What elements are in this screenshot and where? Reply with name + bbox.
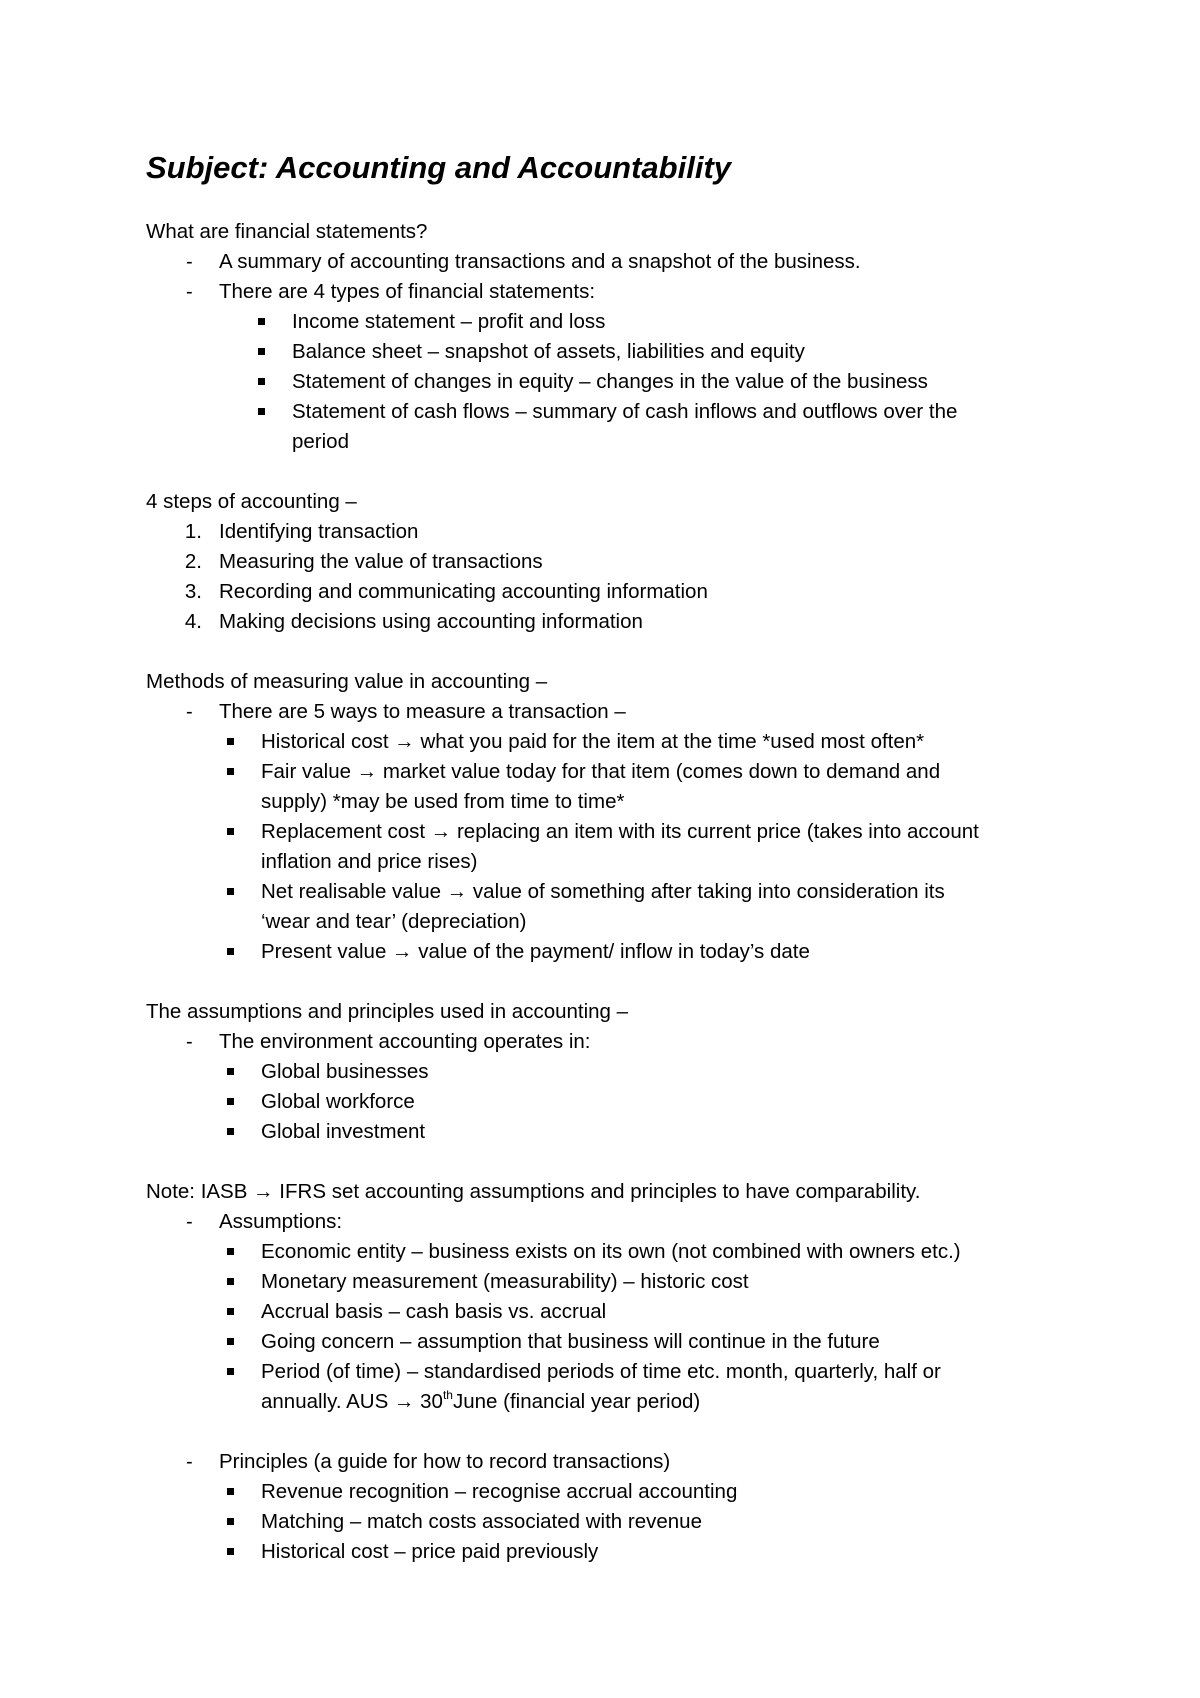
line-text: Fair value → market value today for that item (comes down to demand and xyxy=(261,760,941,783)
dash-bullet: - xyxy=(186,701,193,723)
line-text: ‘wear and tear’ (depreciation) xyxy=(261,910,527,933)
line-text: Accrual basis – cash basis vs. accrual xyxy=(261,1300,607,1323)
list-number: 4. xyxy=(184,610,202,633)
line-text: Net realisable value → value of something after taking into consideration its xyxy=(261,880,945,903)
square-bullet-icon xyxy=(227,888,234,895)
square-bullet-icon xyxy=(227,1488,234,1495)
square-bullet-icon xyxy=(227,1338,234,1345)
square-bullet-icon xyxy=(227,1518,234,1525)
line-text: Measuring the value of transactions xyxy=(219,550,543,573)
list-number: 3. xyxy=(184,580,202,603)
line-text: Global investment xyxy=(261,1120,426,1143)
page-title: Subject: Accounting and Accountability xyxy=(146,150,732,185)
list-number: 1. xyxy=(184,520,202,543)
line-text: Methods of measuring value in accounting – xyxy=(146,670,548,693)
line-text: inflation and price rises) xyxy=(261,850,478,873)
line-text: Statement of cash flows – summary of cash inflows and outflows over the xyxy=(292,400,958,423)
line-text: Matching – match costs associated with revenue xyxy=(261,1510,702,1533)
list-number: 2. xyxy=(184,550,202,573)
square-bullet-icon xyxy=(227,1098,234,1105)
square-bullet-icon xyxy=(258,318,265,325)
line-text: Global businesses xyxy=(261,1060,429,1083)
square-bullet-icon xyxy=(227,1248,234,1255)
line-text xyxy=(261,1387,700,1417)
line-text: Replacement cost → replacing an item with its current price (takes into account xyxy=(261,820,979,843)
line-text: Economic entity – business exists on its own (not combined with owners etc.) xyxy=(261,1240,961,1263)
square-bullet-icon xyxy=(258,348,265,355)
line-text: There are 4 types of financial statements: xyxy=(219,280,596,303)
line-text: A summary of accounting transactions and a snapshot of the business. xyxy=(219,250,861,273)
square-bullet-icon xyxy=(227,738,234,745)
line-text: Identifying transaction xyxy=(219,520,419,543)
line-text: Statement of changes in equity – changes in the value of the business xyxy=(292,370,928,393)
dash-bullet: - xyxy=(186,1031,193,1053)
line-text: 4 steps of accounting – xyxy=(146,490,357,513)
line-text: The environment accounting operates in: xyxy=(219,1030,591,1053)
square-bullet-icon xyxy=(227,1368,234,1375)
square-bullet-icon xyxy=(227,828,234,835)
line-text: Balance sheet – snapshot of assets, liabilities and equity xyxy=(292,340,805,363)
dash-bullet: - xyxy=(186,251,193,273)
line-text: period xyxy=(292,430,349,453)
line-text: Going concern – assumption that business will continue in the future xyxy=(261,1330,880,1353)
line-text: Income statement – profit and loss xyxy=(292,310,606,333)
line-text: supply) *may be used from time to time* xyxy=(261,790,625,813)
line-text: There are 5 ways to measure a transaction – xyxy=(219,700,626,723)
line-text: Monetary measurement (measurability) – historic cost xyxy=(261,1270,749,1293)
square-bullet-icon xyxy=(227,768,234,775)
line-text: Global workforce xyxy=(261,1090,415,1113)
line-text: Note: IASB → IFRS set accounting assumptions and principles to have comparability. xyxy=(146,1180,921,1203)
line-text: Assumptions: xyxy=(219,1210,343,1233)
square-bullet-icon xyxy=(227,1128,234,1135)
line-text: Period (of time) – standardised periods of time etc. month, quarterly, half or xyxy=(261,1360,941,1383)
dash-bullet: - xyxy=(186,281,193,303)
line-text: Historical cost – price paid previously xyxy=(261,1540,599,1563)
square-bullet-icon xyxy=(227,1548,234,1555)
ordinal-superscript: th xyxy=(442,1388,453,1402)
line-text: Principles (a guide for how to record transactions) xyxy=(219,1450,671,1473)
line-text: The assumptions and principles used in accounting – xyxy=(146,1000,629,1023)
square-bullet-icon xyxy=(258,378,265,385)
line-text-part: annually. AUS → 30 xyxy=(261,1390,443,1413)
square-bullet-icon xyxy=(227,1068,234,1075)
dash-bullet: - xyxy=(186,1451,193,1473)
line-text: Historical cost → what you paid for the item at the time *used most often* xyxy=(261,730,925,753)
line-text: Revenue recognition – recognise accrual accounting xyxy=(261,1480,738,1503)
line-text: Recording and communicating accounting information xyxy=(219,580,708,603)
square-bullet-icon xyxy=(227,1308,234,1315)
square-bullet-icon xyxy=(227,948,234,955)
line-text: Present value → value of the payment/ inflow in today’s date xyxy=(261,940,810,963)
line-text-part: June (financial year period) xyxy=(452,1390,701,1413)
dash-bullet: - xyxy=(186,1211,193,1233)
line-text: Making decisions using accounting information xyxy=(219,610,643,633)
line-text: What are financial statements? xyxy=(146,220,428,243)
square-bullet-icon xyxy=(227,1278,234,1285)
square-bullet-icon xyxy=(258,408,265,415)
